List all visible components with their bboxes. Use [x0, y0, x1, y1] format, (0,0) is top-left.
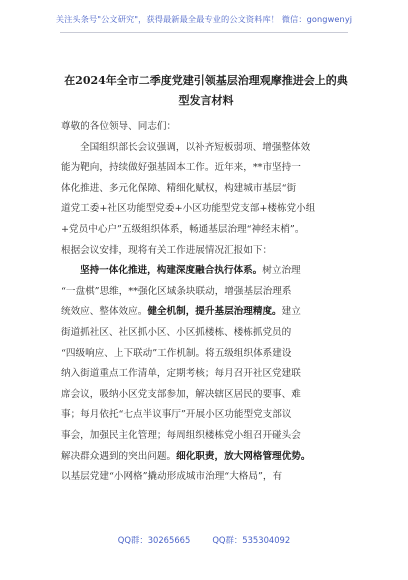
qq-group-1: QQ群：30265665	[117, 535, 191, 545]
body-line: 全国组织部长会议强调，以补齐短板弱项、增强整体效	[80, 141, 311, 153]
document-body	[61, 117, 351, 488]
footer-banner	[0, 534, 408, 546]
body-line: 街道抓社区、社区抓小区、小区抓楼栋、楼栋抓党员的	[61, 326, 292, 338]
body-line: 体化推进、多元化保障、精细化赋权，构建城市基层“街	[61, 182, 297, 194]
mechanism-heading: 健全机制，提升基层治理精度。	[147, 306, 282, 318]
document-title-line-2: 型发言材料	[178, 94, 234, 107]
document-title	[56, 71, 356, 111]
header-divider	[60, 32, 348, 33]
header-banner: 关注头条号"公文研究"，获得最新最全最专业的公文资料库！ 微信：gongwenyj	[55, 14, 353, 24]
document-title-line-1: 在2024年全市二季度党建引领基层治理观摩推进会上的典	[64, 74, 348, 87]
body-line: 根据会议安排，现将有关工作进展情况汇报如下：	[61, 244, 273, 256]
body-line: 事；每月依托“七点半议事厅”开展小区功能型党支部议	[61, 409, 292, 421]
section-heading: 坚持一体化推进，构建深度融合执行体系。	[80, 265, 263, 277]
body-line: 道党工委+社区功能型党委+小区功能型党支部+楼栋党小组	[61, 203, 316, 215]
body-line: “四级响应、上下联动”工作机制。将五级组织体系建设	[61, 347, 292, 359]
body-line: 事会，加强民主化管理；每周组织楼栋党小组召开碰头会	[61, 429, 301, 441]
body-text: 树立治理	[262, 265, 301, 277]
body-text: 建立	[281, 306, 301, 318]
qq-group-2: QQ群：535304092	[212, 535, 291, 545]
body-line: 以基层党建“小网格”撬动形成城市治理“大格局”，有	[61, 471, 283, 483]
body-line: 席会议，吸纳小区党支部参加，解决辖区居民的要事、难	[61, 388, 301, 400]
body-text: 统效应、整体效应。	[61, 306, 148, 318]
salutation: 尊敬的各位领导、同志们：	[61, 121, 177, 132]
body-text: 解决群众遇到的突出问题。	[61, 450, 177, 462]
refine-heading: 细化职责，放大网格管理优势。	[176, 450, 311, 462]
body-line: 纳入街道重点工作清单，定期考核；每月召开社区党建联	[61, 368, 301, 380]
body-line: +党员中心户”五级组织体系，畅通基层治理“神经末梢”。	[61, 223, 305, 235]
body-line	[61, 302, 351, 323]
body-line	[61, 447, 351, 468]
body-line: 能为靶向，持续做好强基固本工作。近年来，**市坚持一	[61, 162, 301, 174]
section-heading-line	[61, 261, 351, 282]
body-line: “一盘棋”思维，**强化区域条块联动，增强基层治理系	[61, 285, 292, 297]
